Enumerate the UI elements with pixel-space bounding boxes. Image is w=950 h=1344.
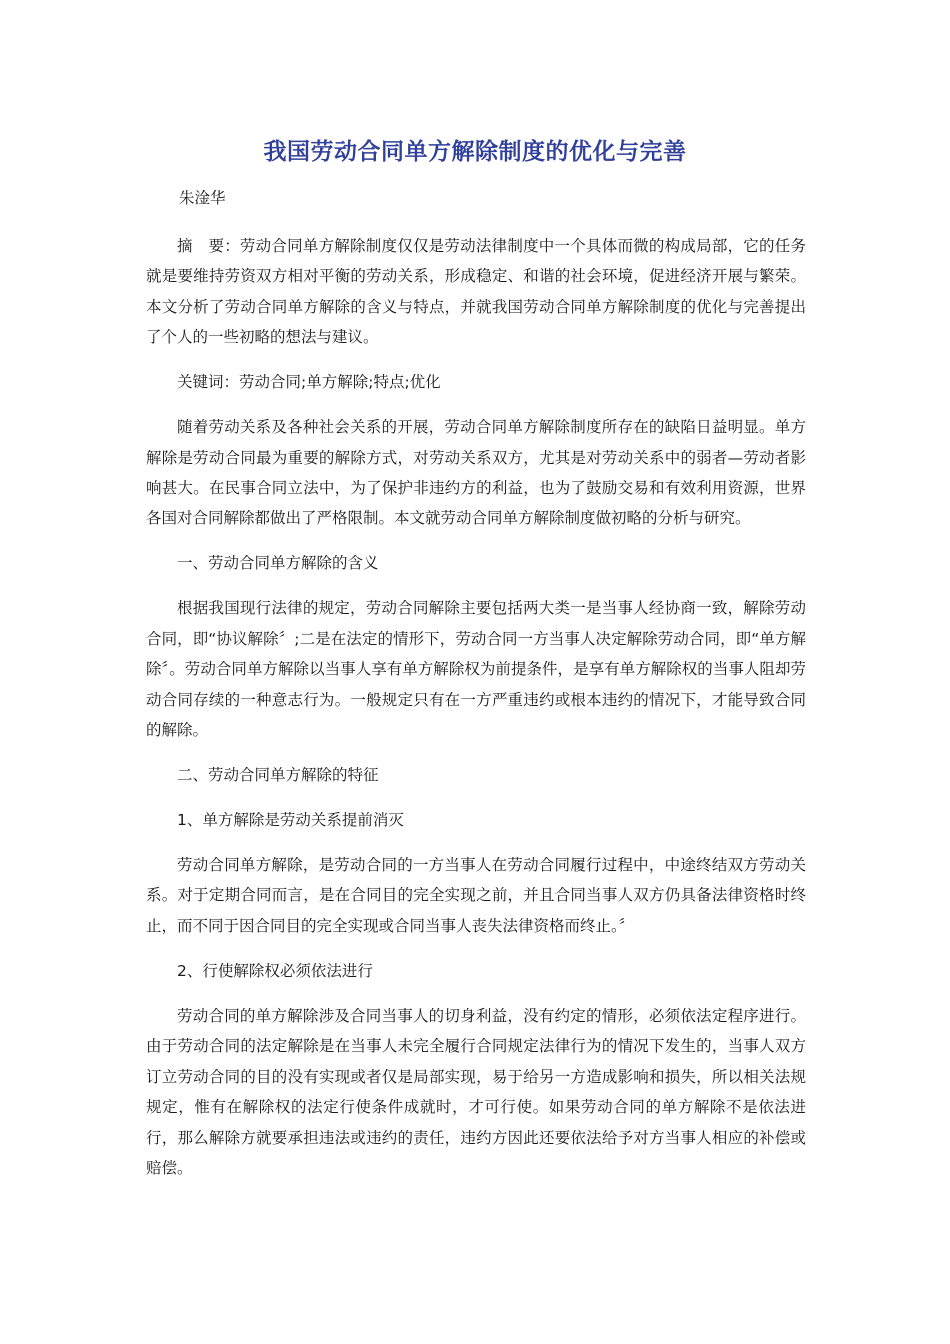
body-paragraph: 根据我国现行法律的规定，劳动合同解除主要包括两大类一是当事人经协商一致，解除劳动合同，即“协议解除〞;二是在法定的情形下，劳动合同一方当事人决定解除劳动合同，即“单方解除〞。劳动合同单方解除以当事人享有单方解除权为前提条件，是享有单方解除权的当事人阻却劳动合同存续的一种意志行为。一般规定只有在一方严重违约或根本违约的情况下，才能导致合同的解除。 <box>146 599 806 740</box>
keywords-paragraph: 关键词：劳动合同;单方解除;特点;优化 <box>177 373 441 392</box>
document-title: 我国劳动合同单方解除制度的优化与完善 <box>263 139 687 165</box>
subsection-heading-2: 2、行使解除权必须依法进行 <box>177 961 373 980</box>
body-paragraph: 劳动合同的单方解除涉及合同当事人的切身利益，没有约定的情形，必须依法定程序进行。由于劳动合同的法定解除是在当事人未完全履行合同规定法律行为的情况下发生的，当事人双方订立劳动合同的目的没有实现或者仅是局部实现，易于给另一方造成影响和损失，所以相关法规规定，惟有在解除权的法定行使条件成就时，才可行使。如果劳动合同的单方解除不是依法进行，那么解除方就要承担违法或违约的责任，违约方因此还要依法给予对方当事人相应的补偿或赔偿。 <box>146 1006 806 1177</box>
subsection-heading-1: 1、单方解除是劳动关系提前消灭 <box>177 811 404 830</box>
section-heading-2: 二、劳动合同单方解除的特征 <box>177 766 379 785</box>
document-body <box>146 231 806 1198</box>
section-heading-1: 一、劳动合同单方解除的含义 <box>177 554 379 573</box>
body-paragraph: 劳动合同单方解除，是劳动合同的一方当事人在劳动合同履行过程中，中途终结双方劳动关系。对于定期合同而言，是在合同目的完全实现之前，并且合同当事人双方仍具备法律资格时终止，而不同于因合同目的完全实现或合同当事人丧失法律资格而终止。〞 <box>146 856 806 935</box>
intro-paragraph: 随着劳动关系及各种社会关系的开展，劳动合同单方解除制度所存在的缺陷日益明显。单方解除是劳动合同最为重要的解除方式，对劳动关系双方，尤其是对劳动关系中的弱者—劳动者影响甚大。在民事合同立法中，为了保护非违约方的利益，也为了鼓励交易和有效利用资源，世界各国对合同解除都做出了严格限制。本文就劳动合同单方解除制度做初略的分析与研究。 <box>146 418 806 528</box>
abstract-paragraph: 摘 要：劳动合同单方解除制度仅仅是劳动法律制度中一个具体而微的构成局部，它的任务就是要维持劳资双方相对平衡的劳动关系，形成稳定、和谐的社会环境，促进经济开展与繁荣。本文分析了劳动合同单方解除的含义与特点，并就我国劳动合同单方解除制度的优化与完善提出了个人的一些初略的想法与建议。 <box>146 237 806 347</box>
author-name: 朱淦华 <box>179 189 226 207</box>
